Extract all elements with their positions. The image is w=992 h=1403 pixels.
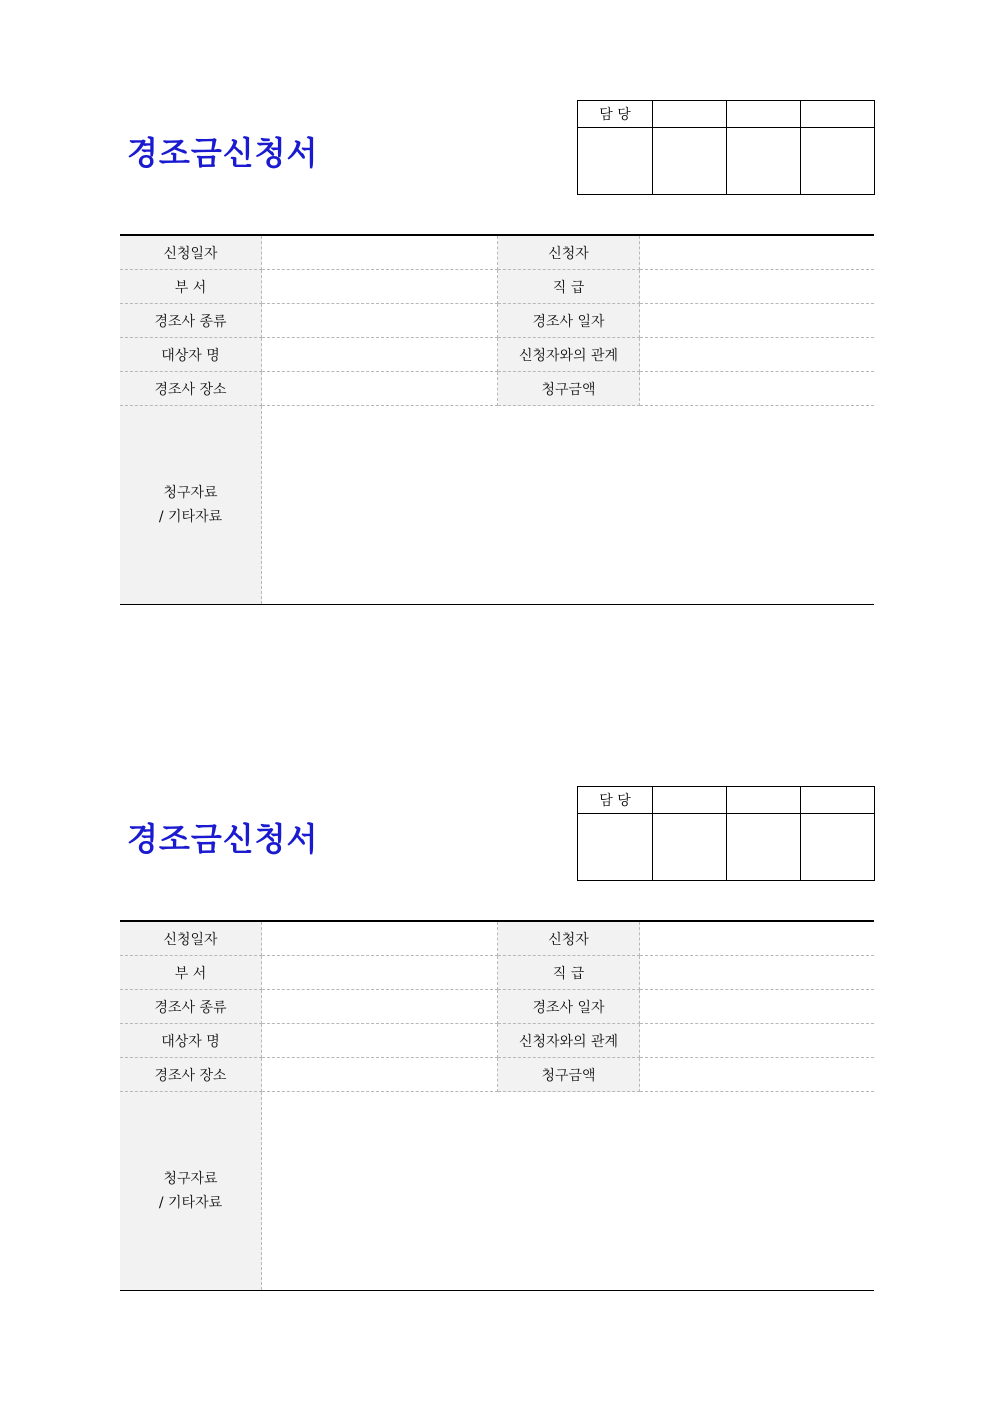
approval-header-cell-4	[801, 101, 875, 128]
approval-sign-cell-1[interactable]	[578, 814, 653, 881]
event-date-field[interactable]	[640, 990, 875, 1024]
approval-header-cell-3	[727, 787, 801, 814]
target-name-label: 대상자 명	[120, 1024, 262, 1058]
relation-field[interactable]	[640, 338, 875, 372]
approval-header-cell-2	[653, 787, 727, 814]
approval-box	[577, 100, 875, 195]
target-name-field[interactable]	[262, 338, 498, 372]
relation-field[interactable]	[640, 1024, 875, 1058]
form-2	[0, 686, 992, 1211]
department-label: 부 서	[120, 270, 262, 304]
approval-sign-cell-4[interactable]	[801, 814, 875, 881]
applicant-field[interactable]	[640, 235, 875, 270]
department-field[interactable]	[262, 956, 498, 990]
event-place-label: 경조사 장소	[120, 1058, 262, 1092]
claim-docs-label	[120, 406, 262, 605]
event-type-field[interactable]	[262, 304, 498, 338]
approval-header-label: 담 당	[578, 101, 653, 128]
claim-docs-label	[120, 1092, 262, 1291]
applicant-label: 신청자	[498, 921, 640, 956]
position-label: 직 급	[498, 270, 640, 304]
applicant-field[interactable]	[640, 921, 875, 956]
claim-docs-field[interactable]	[262, 406, 875, 605]
approval-header-cell-2	[653, 101, 727, 128]
claim-docs-field[interactable]	[262, 1092, 875, 1291]
apply-date-field[interactable]	[262, 921, 498, 956]
claim-amount-label: 청구금액	[498, 372, 640, 406]
event-place-field[interactable]	[262, 1058, 498, 1092]
approval-sign-cell-4[interactable]	[801, 128, 875, 195]
application-info-table	[120, 920, 874, 1291]
form-1	[0, 0, 992, 525]
department-label: 부 서	[120, 956, 262, 990]
event-date-label: 경조사 일자	[498, 304, 640, 338]
approval-sign-cell-3[interactable]	[727, 128, 801, 195]
claim-docs-label-line1: 청구자료	[163, 1171, 218, 1187]
approval-header-cell-4	[801, 787, 875, 814]
event-date-label: 경조사 일자	[498, 990, 640, 1024]
approval-header-label: 담 당	[578, 787, 653, 814]
approval-sign-cell-1[interactable]	[578, 128, 653, 195]
claim-amount-label: 청구금액	[498, 1058, 640, 1092]
event-type-label: 경조사 종류	[120, 990, 262, 1024]
position-field[interactable]	[640, 956, 875, 990]
relation-label: 신청자와의 관계	[498, 1024, 640, 1058]
event-type-field[interactable]	[262, 990, 498, 1024]
claim-docs-label-line1: 청구자료	[163, 485, 218, 501]
approval-sign-cell-2[interactable]	[653, 128, 727, 195]
claim-docs-label-line2: / 기타자료	[158, 1195, 223, 1211]
department-field[interactable]	[262, 270, 498, 304]
event-date-field[interactable]	[640, 304, 875, 338]
application-info-table	[120, 234, 874, 605]
event-type-label: 경조사 종류	[120, 304, 262, 338]
position-label: 직 급	[498, 956, 640, 990]
apply-date-field[interactable]	[262, 235, 498, 270]
claim-amount-field[interactable]	[640, 1058, 875, 1092]
position-field[interactable]	[640, 270, 875, 304]
relation-label: 신청자와의 관계	[498, 338, 640, 372]
target-name-label: 대상자 명	[120, 338, 262, 372]
apply-date-label: 신청일자	[120, 235, 262, 270]
event-place-label: 경조사 장소	[120, 372, 262, 406]
approval-sign-cell-3[interactable]	[727, 814, 801, 881]
event-place-field[interactable]	[262, 372, 498, 406]
applicant-label: 신청자	[498, 235, 640, 270]
apply-date-label: 신청일자	[120, 921, 262, 956]
claim-amount-field[interactable]	[640, 372, 875, 406]
approval-sign-cell-2[interactable]	[653, 814, 727, 881]
approval-box	[577, 786, 875, 881]
approval-header-cell-3	[727, 101, 801, 128]
claim-docs-label-line2: / 기타자료	[158, 509, 223, 525]
form-title: 경조금신청서	[127, 820, 319, 858]
form-title: 경조금신청서	[127, 134, 319, 172]
target-name-field[interactable]	[262, 1024, 498, 1058]
